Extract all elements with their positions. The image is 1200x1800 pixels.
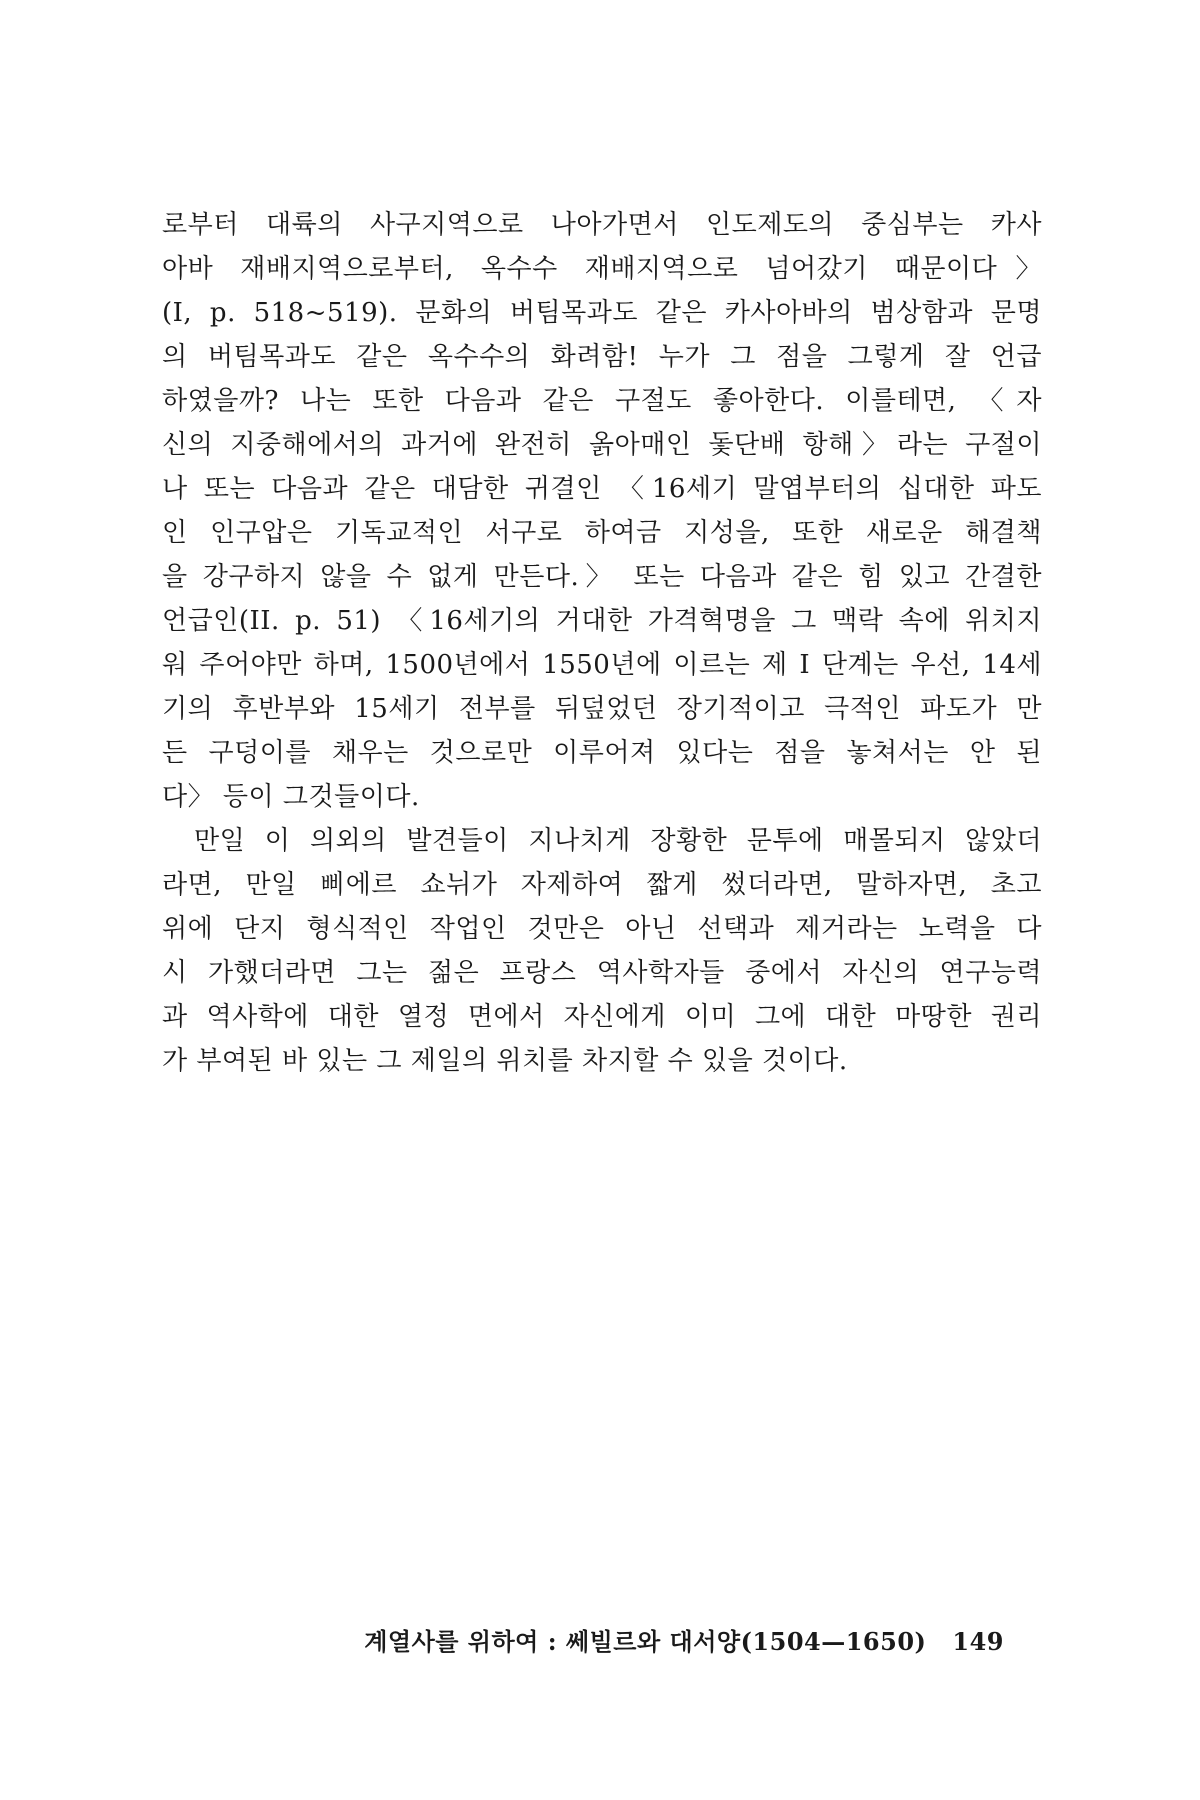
- body-line: 언급인(II. p. 51) 〈16세기의 거대한 가격혁명을 그 맥락 속에 위치지: [162, 606, 1042, 636]
- body-line: 아바 재배지역으로부터, 옥수수 재배지역으로 넘어갔기 때문이다〉: [162, 254, 1042, 284]
- paragraph-start-line: 만일 이 의외의 발견들이 지나치게 장황한 문투에 매몰되지 않았더: [194, 826, 1042, 856]
- paragraph-end-line: 다〉 등이 그것들이다.: [162, 782, 420, 812]
- body-line: 라면, 만일 삐에르 쇼뉘가 자제하여 짧게 썼더라면, 말하자면, 초고: [162, 870, 1042, 900]
- body-line: 하였을까? 나는 또한 다음과 같은 구절도 좋아한다. 이를테면, 〈자: [162, 386, 1042, 416]
- body-line: 의 버팀목과도 같은 옥수수의 화려함! 누가 그 점을 그렇게 잘 언급: [162, 342, 1042, 372]
- body-line: (I, p. 518~519). 문화의 버팀목과도 같은 카사아바의 범상함과 문명: [162, 298, 1042, 328]
- body-line: 기의 후반부와 15세기 전부를 뒤덮었던 장기적이고 극적인 파도가 만: [162, 694, 1042, 724]
- page-number: 149: [952, 1627, 1004, 1656]
- paragraph-end-line: 가 부여된 바 있는 그 제일의 위치를 차지할 수 있을 것이다.: [162, 1046, 848, 1076]
- body-line: 인 인구압은 기독교적인 서구로 하여금 지성을, 또한 새로운 해결책: [162, 518, 1042, 548]
- body-line: 시 가했더라면 그는 젊은 프랑스 역사학자들 중에서 자신의 연구능력: [162, 958, 1042, 988]
- body-line: 나 또는 다음과 같은 대담한 귀결인 〈16세기 말엽부터의 십대한 파도: [162, 474, 1042, 504]
- body-line: 든 구덩이를 채우는 것으로만 이루어져 있다는 점을 놓쳐서는 안 된: [162, 738, 1042, 768]
- page-footer: [364, 1622, 1004, 1657]
- body-line: 워 주어야만 하며, 1500년에서 1550년에 이르는 제 I 단계는 우선, 14세: [162, 650, 1042, 680]
- body-line: 과 역사학에 대한 열정 면에서 자신에게 이미 그에 대한 마땅한 권리: [162, 1002, 1042, 1032]
- body-text: [162, 203, 1042, 1083]
- body-line: 로부터 대륙의 사구지역으로 나아가면서 인도제도의 중심부는 카사: [162, 210, 1042, 240]
- body-line: 을 강구하지 않을 수 없게 만든다.〉 또는 다음과 같은 힘 있고 간결한: [162, 562, 1042, 592]
- body-line: 위에 단지 형식적인 작업인 것만은 아닌 선택과 제거라는 노력을 다: [162, 914, 1042, 944]
- body-line: 신의 지중해에서의 과거에 완전히 옭아매인 돛단배 항해〉라는 구절이: [162, 430, 1042, 460]
- running-title: 계열사를 위하여 : 쎄빌르와 대서양(1504—1650): [364, 1627, 927, 1656]
